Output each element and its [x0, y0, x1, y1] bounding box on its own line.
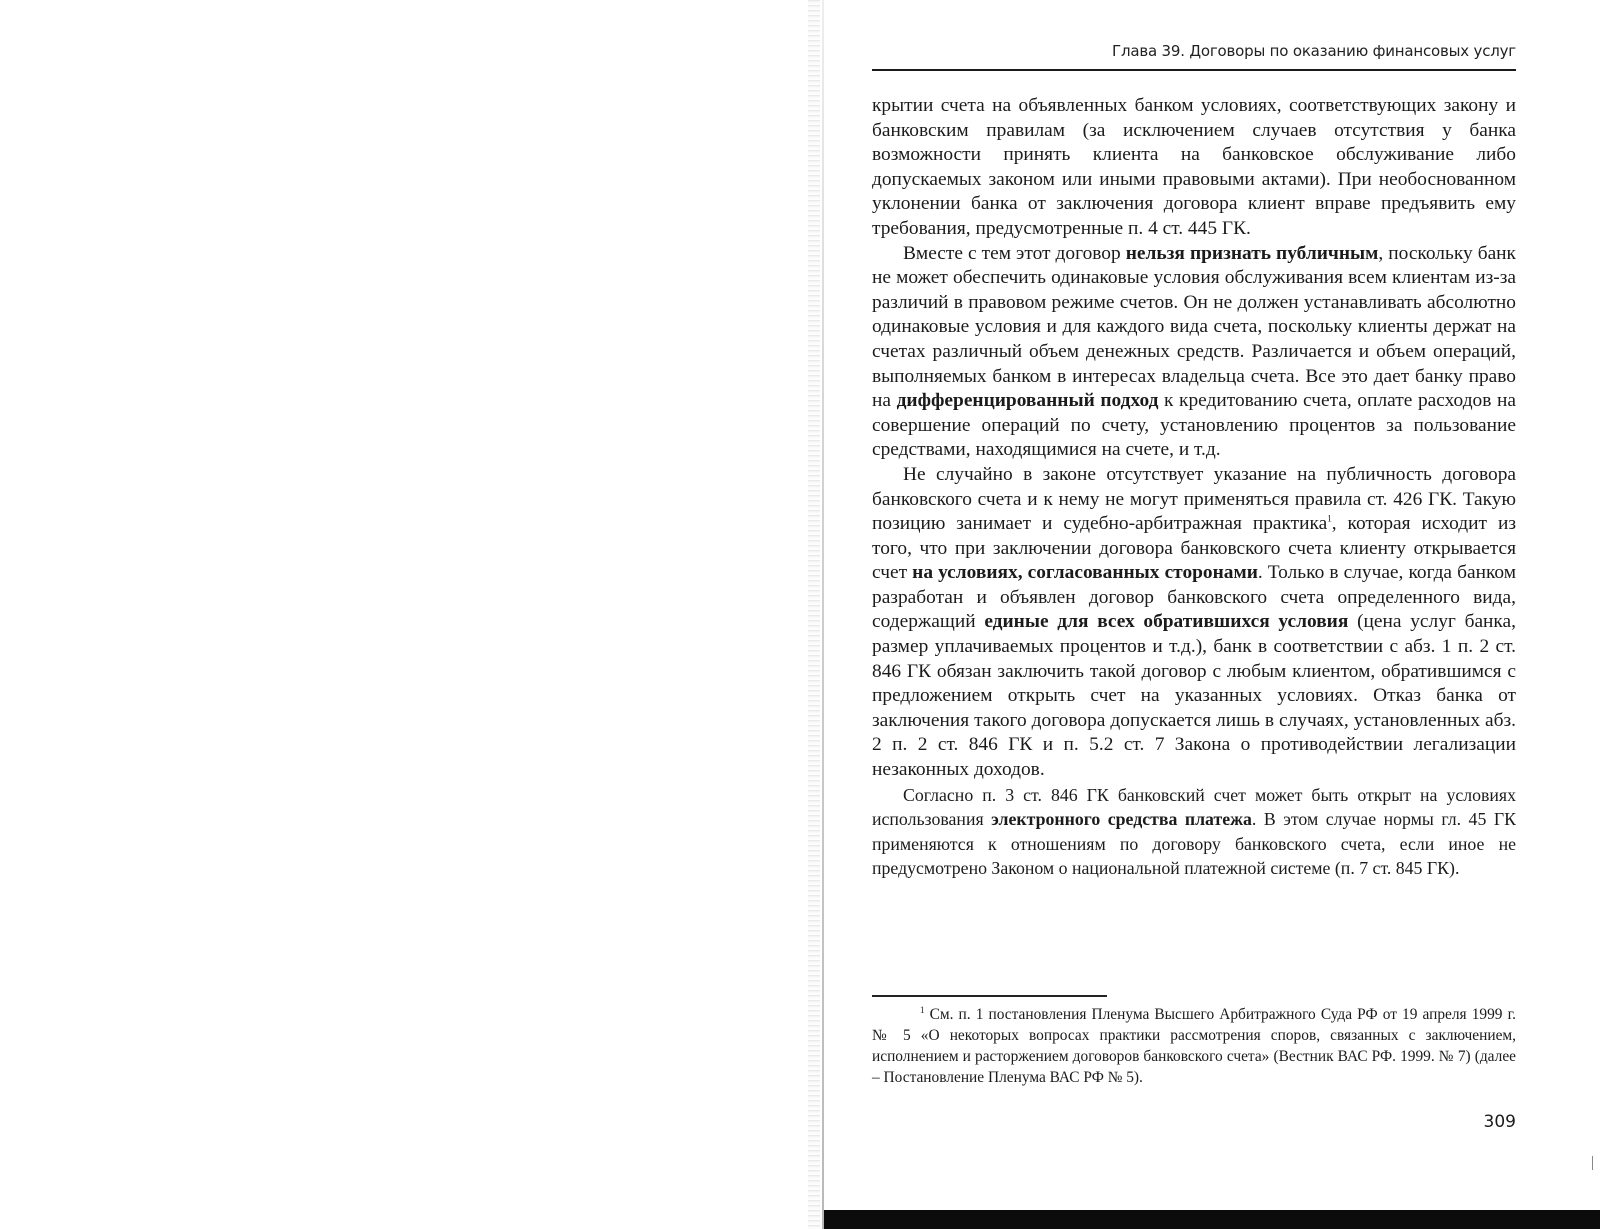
- scan-bottom-edge: [824, 1210, 1600, 1229]
- text-span: (цена услуг банка, размер уплачиваемых процентов и т.д.), банк в соответствии с абз. 1 п. 2 ст. 846 ГК обязан заключить такой договор с любым клиентом, обратившимся с предложением открыть счет на указанных условиях. Отказ банка от заключения такого договора допускается лишь в случаях, установленных абз. 2 п. 2 ст. 846 ГК и п. 5.2 ст. 7 Закона о противодействии легализации незаконных доходов.: [872, 611, 1517, 781]
- edge-mark: [1592, 1156, 1593, 1170]
- bold-term: дифференцированный подход: [896, 390, 1159, 412]
- text-span: . В этом случае нормы гл. 45 ГК применяются к отношениям по договору банковского счета, если иное не предусмотрено Законом о национальной платежной системе (п. 7 ст. 845 ГК).: [872, 809, 1516, 879]
- bold-term: единые для всех обратившихся условия: [984, 611, 1349, 633]
- text-span: Вместе с тем этот договор: [903, 242, 1126, 264]
- bold-term: электронного средства платежа: [991, 809, 1252, 830]
- paragraph-1: крытии счета на объявленных банком условиях, соответствующих закону и банковским правилам (за исключением случаев отсутствия у банка возможности принять клиента на банковское обслуживание либо допускаемых законом или иными правовыми актами). При необоснованном уклонении банка от заключения договора клиент вправе предъявить ему требования, предусмотренные п. 4 ст. 445 ГК.: [872, 95, 1516, 239]
- footnote-body: См. п. 1 постановления Пленума Высшего Арбитражного Суда РФ от 19 апреля 1999 г. № 5 «О некоторых вопросах практики рассмотрения споров, связанных с заключением, исполнением и расторжением договоров банковского счета» (Вестник ВАС РФ. 1999. № 7) (далее – Постановление Пленума ВАС РФ № 5).: [872, 1006, 1516, 1086]
- text-span: , которая исходит из того, что при заключении договора банковского счета клиенту открывается счет: [872, 513, 1516, 584]
- header-rule: [872, 69, 1516, 71]
- text-span: , поскольку банк не может обеспечить одинаковые условия обслуживания всем клиентам из-за различий в правовом режиме счетов. Он не должен устанавливать абсолютно одинаковые условия и для каждого вида счета, поскольку клиенты держат на счетах различный объем денежных средств. Различается и объем операций, выполняемых банком в интересах владельца счета. Все это дает банку право на: [872, 242, 1516, 412]
- paragraph-2: [872, 242, 1516, 463]
- text-span: Согласно п. 3 ст. 846 ГК банковский счет может быть открыт на условиях использования: [872, 784, 1516, 830]
- paragraph-4: [872, 783, 1516, 881]
- text-span: . Только в случае, когда банком разработан и объявлен договор банковского счета определенного вида, содержащий: [872, 562, 1517, 633]
- text-span: Не случайно в законе отсутствует указание на публичность договора банковского счета и к нему не могут применяться правила ст. 426 ГК. Такую позицию занимает и судебно-арбитражная практика: [872, 463, 1516, 535]
- footnote-text: [872, 1004, 1516, 1088]
- running-header: Глава 39. Договоры по оказанию финансовых услуг: [1112, 42, 1516, 60]
- footnote-marker: 1: [920, 1004, 925, 1015]
- footnote-ref[interactable]: 1: [1327, 513, 1332, 524]
- main-text: [872, 94, 1516, 881]
- page-number: 309: [1483, 1112, 1516, 1132]
- bold-term: на условиях, согласованных сторонами: [912, 562, 1258, 584]
- bold-term: нельзя признать публичным: [1125, 242, 1379, 264]
- footnote-rule: [872, 995, 1107, 997]
- text-span: к кредитованию счета, оплате расходов на совершение операций по счету, установлению процентов за пользование средствами, находящимися на счете, и т.д.: [872, 390, 1517, 461]
- page-edge-shadow: [822, 0, 824, 1229]
- paragraph-3: [872, 463, 1516, 783]
- footnote: [872, 1004, 1516, 1088]
